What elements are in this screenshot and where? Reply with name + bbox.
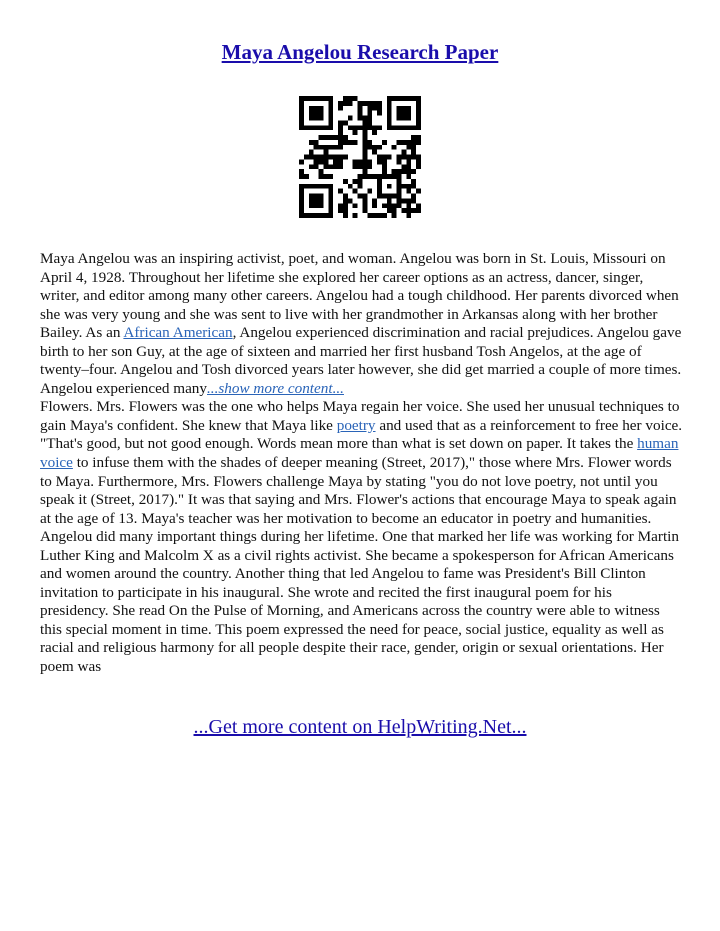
paragraph-1 xyxy=(40,250,684,398)
african-american-link[interactable]: African American xyxy=(123,324,233,342)
get-more-content-link[interactable]: ...Get more content on HelpWriting.Net... xyxy=(193,716,527,738)
paragraph-1-text-b: , Angelou experienced discrimination and racial prejudices. Angelou gave birth to her son Guy, at the age of sixteen and married her first husband Tosh Angelos, at the age of twenty–four. Angelou and Tosh divorced years later however, she did get married a couple of more times. Angelou experienced many xyxy=(40,324,682,397)
paragraph-3: Angelou did many important things during her lifetime. One that marked her life was working for Martin Luther King and Malcolm X as a civil rights activist. She became a spokesperson for African Americans and women around the country. Another thing that led Angelou to fame was President's Bill Clinton invitation to participate in his inaugural. She wrote and recited the first inaugural poem for his presidency. She read On the Pulse of Morning, and Americans across the country were able to witness this special moment in time. This poem expressed the need for peace, social justice, equality as well as racial and religious harmony for all people despite their race, gender, origin or sexual orientations. Her poem was xyxy=(40,528,679,676)
poetry-link[interactable]: poetry xyxy=(336,416,376,434)
title-link[interactable]: Maya Angelou Research Paper xyxy=(221,40,499,64)
footer xyxy=(0,714,720,740)
paragraph-2-text-a: Flowers. Mrs. Flowers was the one who helps Maya regain her voice. She used her unusual techniques to gain Maya's confident. She knew that Maya like xyxy=(40,398,680,434)
article-body xyxy=(40,250,684,677)
paragraph-2 xyxy=(40,398,684,528)
qr-code-icon xyxy=(299,96,421,218)
paragraph-2-text-b: and used that as a reinforcement to free her voice. "That's good, but not good enough. Words mean more than what is set down on paper. It takes the xyxy=(40,416,683,453)
human-voice-link[interactable]: human voice xyxy=(40,435,679,472)
paragraph-1-text-a: Maya Angelou was an inspiring activist, poet, and woman. Angelou was born in St. Louis, Missouri on April 4, 1928. Throughout her lifetime she explored her career options as an actress, dancer, singer, writer, and editor among many other careers. Angelou had a tough childhood. Her parents divorced when she was very young and she was sent to live with her grandmother in Arkansas along with her brother Bailey. As an xyxy=(40,250,679,342)
page-title xyxy=(0,38,720,66)
paragraph-2-text-c: to infuse them with the shades of deeper meaning (Street, 2017)," those where Mrs. Flower words to Maya. Furthermore, Mrs. Flowers challenge Maya by stating "you do not love poetry, not until you speak it (Street, 2017)." It was that saying and Mrs. Flower's actions that encourage Maya to speak again at the age of 13. Maya's teacher was her motivation to become an educator in poetry and humanities. xyxy=(40,454,677,527)
show-more-link[interactable]: ...show more content... xyxy=(207,379,344,397)
